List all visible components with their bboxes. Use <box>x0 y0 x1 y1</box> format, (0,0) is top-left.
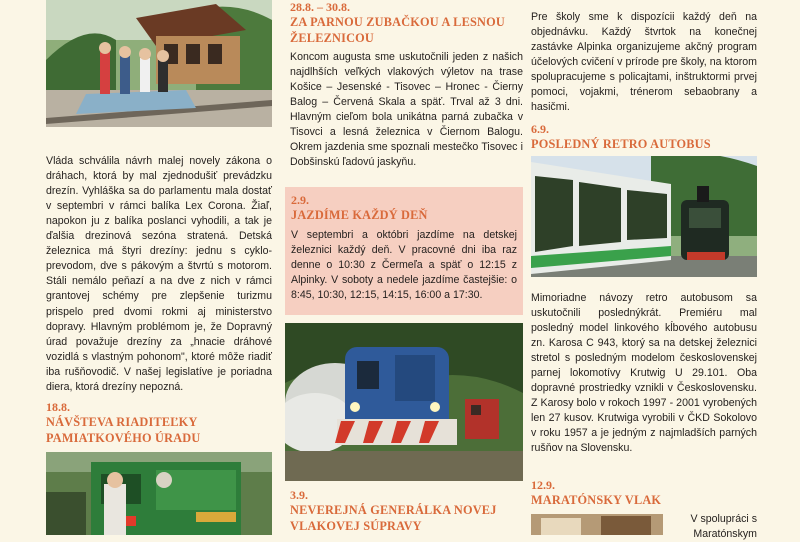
heading-maratonsky-vlak: MARATÓNSKY VLAK <box>531 493 662 507</box>
date-18-8: 18.8. <box>46 400 70 414</box>
date-2-9: 2.9. <box>291 193 309 207</box>
photo-diesel-locomotive <box>285 323 523 481</box>
photo-marathon-train <box>531 514 663 535</box>
photo-draisine <box>46 0 272 127</box>
article-skoly-text: Pre školy sme k dispozícii každý deň na objednávku. Každý štvrtok na konečnej zastávke Alpinka organizujeme akčný program účelových cvičení v prírode pre školy, na ktorom spolupracujeme s policajtami, inštruktormi prvej pomoci, vojakmi, trénerom sebaobrany a hasičmi. <box>531 11 757 114</box>
article-retro-autobus-text: Mimoriadne návozy retro autobusom sa uskutočnili poslednýkrát. Premiéru mal posledný model linkového kĺbového autobusu zn. Karosa C 943, ktorý sa na detskej železnici stretol s posledným modelom československej parnej lokomotívy Krutwig U 29.101. Oba dopravné prostriedky vznikli v Československu. Z Karosy bolo v rokoch 1997 - 2001 vyrobených len 27 kusov. Krutwiga vyrobili v ČKD Sokolovo v roku 1957 a je jedným z najmladších parných rušňov na Slovensku. <box>531 292 757 455</box>
heading-neverejna: NEVEREJNÁ GENERÁLKA NOVEJ VLAKOVEJ SÚPRAVY <box>290 503 497 533</box>
article-jazdime-text: V septembri a októbri jazdíme na detskej železnici každý deň. V pracovné dni iba raz denne o 10:30 z Čermeľa a späť o 12:15 z Alpinky. V soboty a nedele jazdíme častejšie: o 8:45, 10:30, 12:15, 14:15, 16:00 a 17:30. <box>291 228 517 301</box>
heading-retro-autobus: POSLEDNÝ RETRO AUTOBUS <box>531 137 711 151</box>
heading-za-parnou: ZA PARNOU ZUBAČKOU A LESNOU ŽELEZNICOU <box>290 15 505 45</box>
box-jazdime <box>285 187 523 315</box>
article-drezina-text: Vláda schválila návrh malej novely zákona o dráhach, ktorá by mal zjednodušiť prevádzku drezín. Vyhláška sa do parlamentu mala dostať v septembri v rámci balíka Lex Corona. Žiaľ, napokon ju z balíka poslanci vyhodili, a tak je ďalšia drezinová sezóna stratená. Detská železnica má štyri drezíny: jednu s cyklo-prevodom, dve s pákovým a štvrtú s motorom. Stáli nemálo peňazí a na dve z nich v rámci grantovej schémy pre zlepšenie turizmu prispelo pred dvomi rokmi aj ministerstvo dopravy. Hlavným problémom je, že Dopravný úrad považuje drezíny za „hnacie dráhové vozidlá s vlastným pohonom", ktoré môže riadiť iba rušňovodič. V našej legislatíve je poriadna diera, ktorá drezíny nepozná. <box>46 155 272 393</box>
article-zubacka-text: Koncom augusta sme uskutočnili jeden z našich najdlhších veľkých vlakových výletov na trase Košice – Jesenské - Tisovec – Hronec - Čierny Balog – Červená Skala a späť. Trval až 3 dni. Hlavným cieľom bola unikátna parná zubačka v Tisovci a lesná železnica v Čiernom Balogu. Okrem jazdenia sme spoznali mestečko Tisovec i Dobšinskú ľadovú jaskyňu. <box>290 51 523 169</box>
date-12-9: 12.9. <box>531 478 555 492</box>
date-28-8: 28.8. – 30.8. <box>290 0 350 14</box>
heading-navsteva: NÁVŠTEVA RIADITEĽKY PAMIATKOVÉHO ÚRADU <box>46 415 201 445</box>
article-maratonsky-text: V spolupráci s Maratónskym <box>690 513 757 541</box>
date-6-9: 6.9. <box>531 122 549 136</box>
date-3-9: 3.9. <box>290 488 308 502</box>
photo-retro-bus <box>531 156 757 277</box>
heading-jazdime: JAZDÍME KAŽDÝ DEŇ <box>291 208 428 222</box>
photo-steam-locomotive-green <box>46 452 272 535</box>
